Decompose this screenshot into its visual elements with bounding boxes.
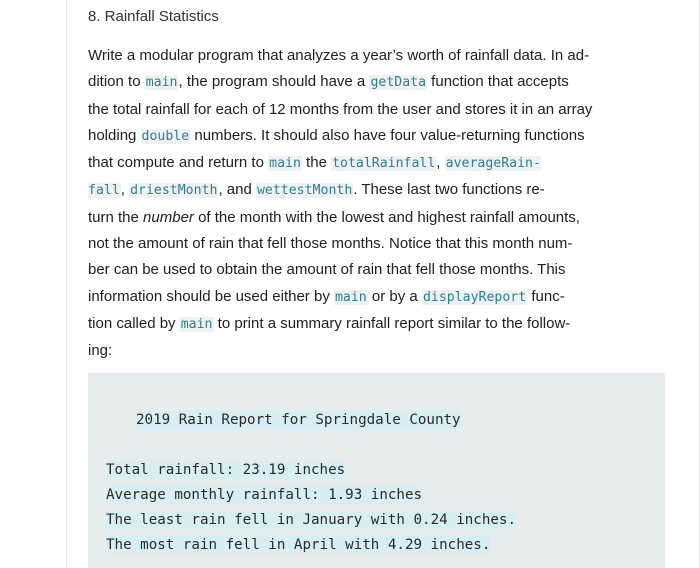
code-identifier: totalRainfall xyxy=(332,156,436,172)
code-identifier: wettestMonth xyxy=(256,183,353,199)
report-line-total: Total rainfall: 23.19 inches xyxy=(106,462,346,478)
report-line-most: The most rain fell in April with 4.29 inches. xyxy=(106,537,491,553)
text-segment: Write a modular program that analyzes a year’s worth of rainfall data. In ad- dition to xyxy=(88,47,590,91)
text-segment: , and xyxy=(218,181,256,199)
report-title: 2019 Rain Report for Springdale County xyxy=(136,412,461,428)
text-segment: of the month with the lowest and highest rainfall amounts, not the amount of rain that fell those months. Notice that this month num- ber can be used to obtain the amount of rain that fell those months. This information should be used either by xyxy=(88,208,580,305)
text-segment: function that accepts the total rainfall for each of 12 months from the user and stores it in an array holding xyxy=(88,73,593,144)
text-segment: or by a xyxy=(367,287,422,305)
section-heading: 8. Rainfall Statistics xyxy=(88,8,219,25)
code-identifier: main xyxy=(180,316,213,332)
text-segment: the xyxy=(301,154,332,172)
text-segment: , xyxy=(120,181,130,199)
report-line-average: Average monthly rainfall: 1.93 inches xyxy=(106,487,423,503)
code-identifier: main xyxy=(334,289,367,305)
text-segment: func- tion called by xyxy=(88,287,565,332)
text-segment: , the program should have a xyxy=(178,73,370,91)
problem-description xyxy=(88,43,668,365)
emphasis-text: number xyxy=(143,208,194,226)
text-segment: , xyxy=(436,154,445,172)
text-segment: to print a summary rainfall report similar to the follow- ing: xyxy=(88,314,571,360)
code-identifier: averageRain- fall xyxy=(88,156,541,199)
report-line-least: The least rain fell in January with 0.24 inches. xyxy=(106,512,516,528)
code-identifier: double xyxy=(141,128,190,144)
code-identifier: main xyxy=(145,75,178,91)
text-segment: . These last two functions re- turn the xyxy=(88,181,545,226)
sample-output-box xyxy=(88,373,665,568)
code-identifier: main xyxy=(269,156,301,172)
text-segment: numbers. It should also have four value-returning functions that compute and return to xyxy=(88,126,585,172)
code-identifier: getData xyxy=(370,75,427,91)
code-identifier: displayReport xyxy=(422,289,527,305)
code-identifier: driestMonth xyxy=(130,183,218,199)
